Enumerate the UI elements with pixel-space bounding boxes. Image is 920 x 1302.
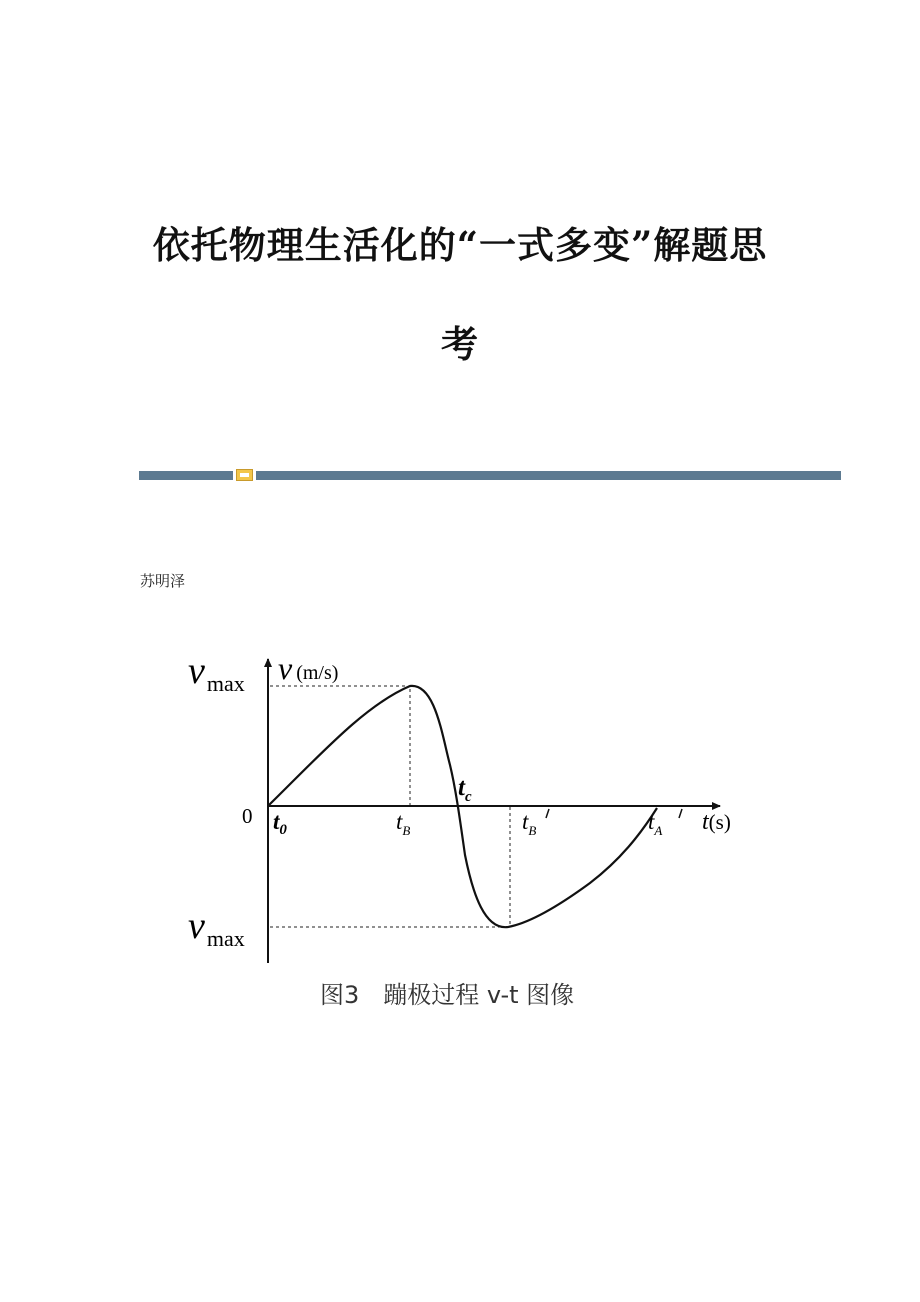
x-axis-label: t(s) — [702, 809, 731, 835]
tB2-prime-mark — [546, 809, 549, 818]
figure-caption: 图3 蹦极过程 v-t 图像 — [320, 981, 575, 1009]
divider-left — [139, 471, 233, 480]
tB2-label: $t_B$ — [522, 809, 537, 838]
page-title-line-1: 依托物理生活化的“一式多变”解题思 — [152, 223, 768, 267]
origin-label: 0 — [242, 804, 253, 828]
divider-right — [256, 471, 841, 480]
velocity-time-figure — [180, 645, 770, 1020]
author-name: 苏明泽 — [140, 572, 186, 590]
tc-label: $t_c$ — [458, 774, 472, 805]
t0-label: $t_0$ — [273, 809, 287, 838]
y-axis-label: v (m/s) — [278, 650, 339, 686]
page-title-line-2: 考 — [441, 322, 479, 366]
tA2-prime-mark — [679, 809, 682, 818]
tB-label: $t_B$ — [396, 809, 411, 838]
vmax-top-label: $v_{max}$ — [188, 650, 245, 696]
divider-emblem-icon — [236, 469, 253, 481]
vmax-bottom-label: $v_{max}$ — [188, 905, 245, 951]
tA2-label: $t_A$ — [648, 809, 663, 838]
